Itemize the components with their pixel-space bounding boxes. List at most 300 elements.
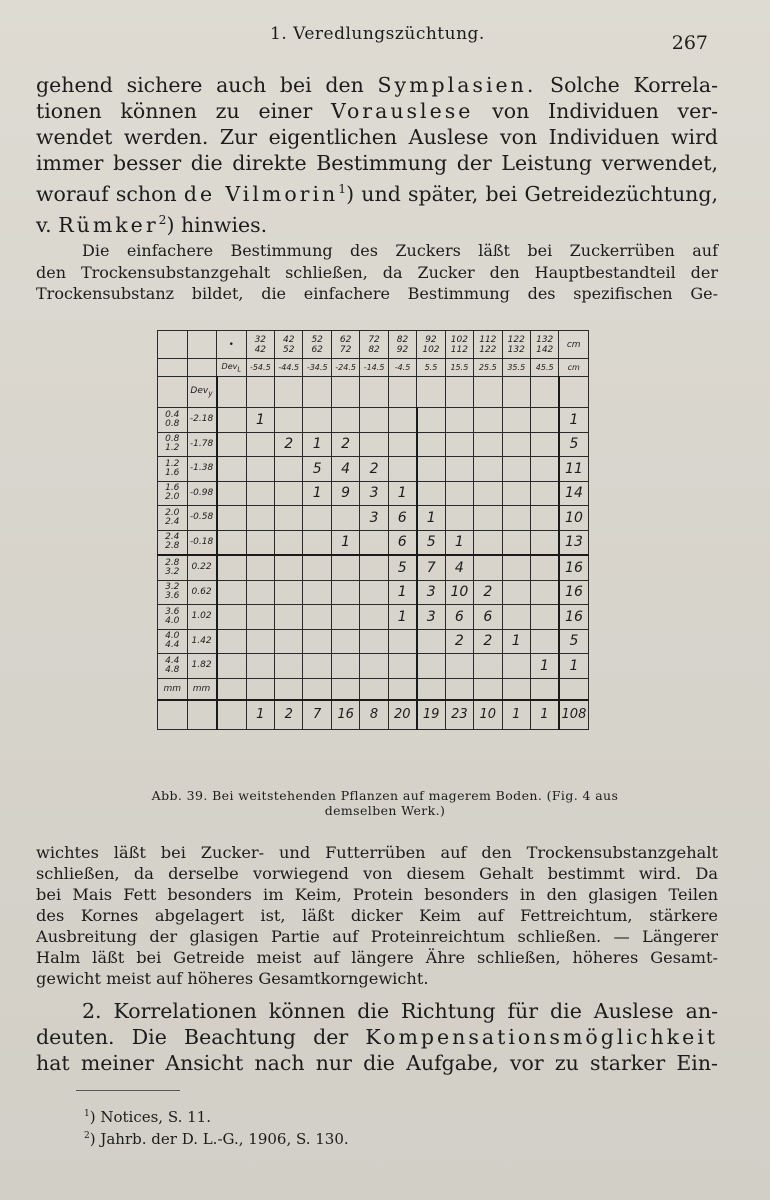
frequency-cell bbox=[246, 506, 274, 531]
frequency-cell bbox=[246, 605, 274, 630]
thickness-class bbox=[158, 605, 188, 630]
class-bound: 42 bbox=[254, 344, 267, 355]
table-cell bbox=[217, 377, 247, 408]
table-row bbox=[158, 408, 589, 433]
frequency-cell bbox=[502, 605, 530, 630]
frequency-cell bbox=[360, 432, 388, 457]
frequency-cell bbox=[360, 580, 388, 605]
table-cell bbox=[474, 377, 502, 408]
unit-mm: mm bbox=[187, 678, 217, 700]
frequency-cell bbox=[275, 408, 303, 433]
table-cell bbox=[217, 580, 247, 605]
row-total: 5 bbox=[559, 432, 589, 457]
text-line: immer besser die direkte Bestimmung der Leistung verwendet, bbox=[36, 151, 718, 175]
frequency-cell bbox=[303, 530, 331, 555]
class-bound: 62 bbox=[311, 344, 323, 355]
dev-subscript: L bbox=[237, 365, 242, 374]
footnote-1 bbox=[84, 1104, 211, 1127]
spaced-term: Kompensationsmöglichkeit bbox=[365, 1025, 718, 1049]
frequency-cell bbox=[360, 530, 388, 555]
class-bound: 132 bbox=[536, 334, 554, 345]
table-cell bbox=[474, 678, 502, 700]
thickness-class bbox=[158, 530, 188, 555]
frequency-cell bbox=[275, 580, 303, 605]
column-total: 19 bbox=[417, 700, 445, 730]
correlation-table-grid bbox=[157, 330, 589, 730]
grand-total: 108 bbox=[559, 700, 589, 730]
length-class-header bbox=[388, 331, 416, 359]
table-row bbox=[158, 506, 589, 531]
column-total: 1 bbox=[502, 700, 530, 730]
frequency-cell bbox=[530, 530, 558, 555]
frequency-cell: 3 bbox=[360, 481, 388, 506]
row-total: 16 bbox=[559, 580, 589, 605]
frequency-cell: 9 bbox=[331, 481, 359, 506]
section-two-paragraph bbox=[36, 998, 718, 1076]
deviation-header: 5.5 bbox=[417, 359, 445, 377]
text-line: deuten. Die Beachtung der Kompensationsmöglichkeit bbox=[36, 1025, 718, 1049]
class-bound: 0.8 bbox=[165, 434, 180, 445]
class-bound: 102 bbox=[422, 344, 440, 355]
row-deviation: 1.42 bbox=[187, 629, 217, 654]
table-cell bbox=[217, 678, 247, 700]
frequency-cell bbox=[303, 408, 331, 433]
frequency-cell bbox=[303, 506, 331, 531]
figure-caption bbox=[100, 788, 670, 818]
frequency-cell bbox=[275, 629, 303, 654]
class-bound: 62 bbox=[339, 334, 352, 345]
corner-cell bbox=[187, 331, 217, 359]
table-row bbox=[158, 432, 589, 457]
frequency-cell bbox=[502, 580, 530, 605]
frequency-cell bbox=[530, 432, 558, 457]
table-cell bbox=[388, 377, 416, 408]
frequency-cell bbox=[303, 629, 331, 654]
class-bound: 3.2 bbox=[165, 582, 180, 593]
frequency-cell: 7 bbox=[417, 555, 445, 580]
text-line: Trockensubstanz bildet, die einfachere Bestimmung des spezifischen Ge- bbox=[36, 284, 718, 303]
length-class-header bbox=[530, 331, 558, 359]
frequency-cell bbox=[303, 580, 331, 605]
thickness-class bbox=[158, 580, 188, 605]
text-line: des Kornes abgelagert ist, läßt dicker Keim auf Fettreichtum, stärkere bbox=[36, 906, 718, 925]
row-total: 10 bbox=[559, 506, 589, 531]
frequency-cell: 3 bbox=[360, 506, 388, 531]
thickness-class bbox=[158, 629, 188, 654]
table-row bbox=[158, 530, 589, 555]
frequency-cell bbox=[445, 506, 473, 531]
thickness-class bbox=[158, 654, 188, 679]
page-number: 267 bbox=[671, 32, 708, 54]
dev-text: Dev bbox=[190, 386, 209, 397]
class-bound: 42 bbox=[283, 334, 295, 345]
table-row bbox=[158, 654, 589, 679]
row-deviation: -2.18 bbox=[187, 408, 217, 433]
length-class-header bbox=[303, 331, 331, 359]
class-bound: 92 bbox=[396, 344, 409, 355]
frequency-cell bbox=[331, 605, 359, 630]
deviation-header: 25.5 bbox=[474, 359, 502, 377]
class-bound: 112 bbox=[450, 344, 468, 355]
dot-cell: • bbox=[217, 331, 247, 359]
frequency-cell bbox=[331, 580, 359, 605]
footnote-mark: 1 bbox=[84, 1109, 90, 1119]
frequency-cell bbox=[474, 408, 502, 433]
frequency-cell bbox=[388, 654, 416, 679]
row-deviation: -0.18 bbox=[187, 530, 217, 555]
frequency-cell bbox=[275, 605, 303, 630]
frequency-cell: 1 bbox=[246, 408, 274, 433]
corner-cell bbox=[158, 359, 188, 377]
class-bound: 0.4 bbox=[165, 409, 180, 420]
dev-y-label bbox=[187, 377, 217, 408]
frequency-cell bbox=[246, 530, 274, 555]
correlation-table bbox=[157, 330, 589, 762]
frequency-cell: 1 bbox=[388, 580, 416, 605]
table-cell bbox=[559, 377, 589, 408]
frequency-cell bbox=[417, 481, 445, 506]
table-cell bbox=[275, 377, 303, 408]
thickness-class bbox=[158, 432, 188, 457]
frequency-cell bbox=[417, 432, 445, 457]
text-line: 2. Korrelationen können die Richtung für die Auslese an- bbox=[82, 999, 718, 1023]
length-class-header bbox=[502, 331, 530, 359]
deviation-header: -34.5 bbox=[303, 359, 331, 377]
table-cell bbox=[217, 530, 247, 555]
text-line: den Trockensubstanzgehalt schließen, da Zucker den Hauptbestandteil der bbox=[36, 262, 718, 282]
frequency-cell bbox=[388, 408, 416, 433]
frequency-cell bbox=[530, 580, 558, 605]
table-cell bbox=[217, 408, 247, 433]
caption-line: Abb. 39. Bei weitstehenden Pflanzen auf magerem Boden. (Fig. 4 aus bbox=[151, 788, 619, 803]
frequency-cell bbox=[331, 555, 359, 580]
class-bound: 3.6 bbox=[165, 606, 180, 617]
frequency-cell: 1 bbox=[388, 605, 416, 630]
table-row bbox=[158, 629, 589, 654]
frequency-cell bbox=[331, 629, 359, 654]
text-line: schließen, da derselbe vorwiegend von diesem Gehalt bestimmt wird. Da bbox=[36, 864, 718, 883]
class-bound: 82 bbox=[396, 334, 409, 345]
frequency-cell: 1 bbox=[388, 481, 416, 506]
frequency-cell: 1 bbox=[445, 530, 473, 555]
class-bound: 92 bbox=[425, 334, 437, 345]
frequency-cell bbox=[360, 555, 388, 580]
frequency-cell bbox=[445, 408, 473, 433]
frequency-cell: 2 bbox=[331, 432, 359, 457]
row-deviation: -1.78 bbox=[187, 432, 217, 457]
column-total: 8 bbox=[360, 700, 388, 730]
class-bound: 4.4 bbox=[165, 640, 180, 651]
row-total: 16 bbox=[559, 555, 589, 580]
table-row bbox=[158, 555, 589, 580]
caption-line: demselben Werk.) bbox=[324, 803, 446, 818]
frequency-cell bbox=[275, 506, 303, 531]
table-cell bbox=[331, 678, 359, 700]
class-bound: 132 bbox=[507, 344, 525, 355]
frequency-cell bbox=[275, 530, 303, 555]
table-row bbox=[158, 605, 589, 630]
frequency-cell bbox=[417, 654, 445, 679]
intro-paragraph bbox=[36, 72, 718, 238]
frequency-cell bbox=[474, 506, 502, 531]
thickness-class bbox=[158, 506, 188, 531]
class-bound: 3.2 bbox=[165, 566, 180, 577]
row-deviation: 1.82 bbox=[187, 654, 217, 679]
thickness-class bbox=[158, 408, 188, 433]
corner-cell bbox=[158, 331, 188, 359]
frequency-cell bbox=[530, 481, 558, 506]
frequency-cell bbox=[303, 555, 331, 580]
frequency-cell: 3 bbox=[417, 580, 445, 605]
frequency-cell bbox=[530, 457, 558, 482]
continuation-paragraph bbox=[36, 842, 718, 989]
frequency-cell bbox=[502, 408, 530, 433]
row-total: 1 bbox=[559, 408, 589, 433]
spaced-term: Symplasien. bbox=[377, 73, 537, 97]
text-line: v. Rümker$^2$) hinwies. bbox=[36, 212, 268, 237]
table-cell bbox=[217, 432, 247, 457]
frequency-cell bbox=[530, 555, 558, 580]
frequency-cell: 10 bbox=[445, 580, 473, 605]
table-cell bbox=[530, 377, 558, 408]
table-cell bbox=[417, 678, 445, 700]
spaced-term: Vorauslese bbox=[331, 99, 474, 123]
frequency-cell: 6 bbox=[388, 530, 416, 555]
length-class-header bbox=[331, 331, 359, 359]
class-bound: 72 bbox=[368, 334, 380, 345]
thickness-class bbox=[158, 481, 188, 506]
class-bound: 2.4 bbox=[165, 532, 180, 543]
unit-cm-header: cm bbox=[559, 331, 589, 359]
column-total: 20 bbox=[388, 700, 416, 730]
table-cell bbox=[445, 377, 473, 408]
dev-label bbox=[217, 359, 247, 377]
thickness-class bbox=[158, 555, 188, 580]
class-bound: 72 bbox=[339, 344, 352, 355]
table-cell bbox=[246, 678, 274, 700]
row-deviation: -0.58 bbox=[187, 506, 217, 531]
frequency-cell bbox=[275, 555, 303, 580]
frequency-cell bbox=[360, 654, 388, 679]
table-cell bbox=[303, 377, 331, 408]
column-total: 7 bbox=[303, 700, 331, 730]
class-bound: 52 bbox=[283, 344, 295, 355]
length-class-header bbox=[445, 331, 473, 359]
class-bound: 112 bbox=[479, 334, 497, 345]
deviation-header: -14.5 bbox=[360, 359, 388, 377]
frequency-cell: 6 bbox=[474, 605, 502, 630]
frequency-cell bbox=[445, 654, 473, 679]
frequency-cell: 2 bbox=[474, 580, 502, 605]
column-total: 10 bbox=[474, 700, 502, 730]
class-bound: 3.6 bbox=[165, 591, 180, 602]
frequency-cell bbox=[246, 580, 274, 605]
frequency-cell bbox=[474, 654, 502, 679]
row-total: 1 bbox=[559, 654, 589, 679]
class-bound: 1.6 bbox=[165, 467, 180, 478]
class-bound: 142 bbox=[536, 344, 554, 355]
frequency-cell bbox=[388, 629, 416, 654]
frequency-cell bbox=[388, 432, 416, 457]
table-cell bbox=[559, 678, 589, 700]
table-cell bbox=[530, 678, 558, 700]
table-cell bbox=[331, 377, 359, 408]
frequency-cell bbox=[246, 654, 274, 679]
row-deviation: 0.62 bbox=[187, 580, 217, 605]
frequency-cell: 1 bbox=[303, 481, 331, 506]
frequency-cell bbox=[275, 481, 303, 506]
length-class-header bbox=[275, 331, 303, 359]
frequency-cell bbox=[530, 605, 558, 630]
frequency-cell bbox=[246, 457, 274, 482]
frequency-cell bbox=[246, 629, 274, 654]
row-total: 14 bbox=[559, 481, 589, 506]
frequency-cell: 2 bbox=[360, 457, 388, 482]
class-bound: 52 bbox=[311, 334, 323, 345]
frequency-cell bbox=[502, 555, 530, 580]
text-line: Die einfachere Bestimmung des Zuckers läßt bei Zuckerrüben auf bbox=[82, 241, 718, 260]
frequency-cell bbox=[275, 457, 303, 482]
class-bound: 1.2 bbox=[165, 443, 180, 454]
class-bound: 1.6 bbox=[165, 483, 180, 494]
class-bound: 82 bbox=[368, 344, 380, 355]
footnote-text: ) Notices, S. 11. bbox=[89, 1108, 211, 1126]
dev-text: Dev bbox=[221, 361, 238, 371]
frequency-cell: 1 bbox=[530, 654, 558, 679]
corner-cell bbox=[187, 359, 217, 377]
frequency-cell: 1 bbox=[331, 530, 359, 555]
unit-mm: mm bbox=[158, 678, 188, 700]
frequency-cell bbox=[530, 408, 558, 433]
table-row bbox=[158, 580, 589, 605]
frequency-cell bbox=[474, 457, 502, 482]
text-line: Halm läßt bei Getreide meist auf längere Ähre schließen, höheres Gesamt- bbox=[36, 948, 718, 967]
class-bound: 2.4 bbox=[165, 516, 180, 527]
table-cell bbox=[303, 678, 331, 700]
column-total: 2 bbox=[275, 700, 303, 730]
frequency-cell bbox=[331, 654, 359, 679]
table-cell bbox=[502, 678, 530, 700]
frequency-cell bbox=[388, 457, 416, 482]
frequency-cell bbox=[502, 654, 530, 679]
frequency-cell bbox=[530, 629, 558, 654]
page-header bbox=[0, 22, 770, 52]
table-cell bbox=[217, 457, 247, 482]
table-cell bbox=[217, 654, 247, 679]
frequency-cell bbox=[502, 506, 530, 531]
row-total: 5 bbox=[559, 629, 589, 654]
frequency-cell bbox=[474, 530, 502, 555]
text-line: worauf schon de Vilmorin$^1$) und später, bei Getreidezüchtung, bbox=[36, 181, 719, 206]
row-deviation: 0.22 bbox=[187, 555, 217, 580]
class-bound: 102 bbox=[450, 334, 468, 345]
frequency-cell bbox=[474, 555, 502, 580]
class-bound: 122 bbox=[507, 334, 525, 345]
frequency-cell bbox=[360, 605, 388, 630]
class-bound: 0.8 bbox=[165, 418, 180, 429]
frequency-cell bbox=[303, 654, 331, 679]
author-name: Rümker bbox=[58, 212, 159, 237]
frequency-cell: 4 bbox=[331, 457, 359, 482]
footnote-mark: 2 bbox=[84, 1131, 90, 1141]
frequency-cell bbox=[474, 432, 502, 457]
row-deviation: -0.98 bbox=[187, 481, 217, 506]
class-bound: 32 bbox=[254, 334, 267, 345]
class-bound: 4.8 bbox=[165, 664, 180, 675]
column-total: 1 bbox=[530, 700, 558, 730]
frequency-cell bbox=[417, 457, 445, 482]
frequency-cell bbox=[246, 432, 274, 457]
class-bound: 2.8 bbox=[165, 541, 180, 552]
footnote-ref: 1 bbox=[338, 182, 347, 196]
author-name: de Vilmorin bbox=[183, 181, 339, 206]
frequency-cell bbox=[502, 481, 530, 506]
table-cell bbox=[246, 377, 274, 408]
frequency-cell: 5 bbox=[417, 530, 445, 555]
frequency-cell bbox=[331, 408, 359, 433]
frequency-cell bbox=[474, 481, 502, 506]
class-bound: 2.0 bbox=[165, 492, 180, 503]
table-cell bbox=[158, 700, 188, 730]
frequency-cell: 1 bbox=[303, 432, 331, 457]
frequency-cell: 6 bbox=[445, 605, 473, 630]
frequency-cell: 3 bbox=[417, 605, 445, 630]
table-cell bbox=[217, 629, 247, 654]
table-cell bbox=[187, 700, 217, 730]
column-total: 16 bbox=[331, 700, 359, 730]
table-cell bbox=[445, 678, 473, 700]
table-cell bbox=[275, 678, 303, 700]
table-cell bbox=[217, 605, 247, 630]
running-title: 1. Veredlungszüchtung. bbox=[270, 24, 485, 44]
row-deviation: 1.02 bbox=[187, 605, 217, 630]
length-class-header bbox=[474, 331, 502, 359]
frequency-cell: 1 bbox=[417, 506, 445, 531]
frequency-cell: 5 bbox=[388, 555, 416, 580]
frequency-cell: 4 bbox=[445, 555, 473, 580]
class-bound: 4.4 bbox=[165, 655, 180, 666]
table-cell bbox=[417, 377, 445, 408]
table-row bbox=[158, 457, 589, 482]
footnote-text: ) Jahrb. der D. L.-G., 1906, S. 130. bbox=[89, 1130, 349, 1148]
deviation-header: 15.5 bbox=[445, 359, 473, 377]
table-cell bbox=[360, 678, 388, 700]
table-cell bbox=[217, 506, 247, 531]
table-cell bbox=[360, 377, 388, 408]
table-cell bbox=[388, 678, 416, 700]
length-class-header bbox=[246, 331, 274, 359]
deviation-header: -44.5 bbox=[275, 359, 303, 377]
frequency-cell: 6 bbox=[388, 506, 416, 531]
frequency-cell bbox=[417, 408, 445, 433]
table-cell bbox=[217, 700, 247, 730]
table-cell bbox=[217, 555, 247, 580]
footnote-2 bbox=[84, 1126, 349, 1149]
corner-cell bbox=[158, 377, 188, 408]
length-class-header bbox=[417, 331, 445, 359]
text-line: gewicht meist auf höheres Gesamtkorngewicht. bbox=[36, 969, 429, 988]
row-total: 11 bbox=[559, 457, 589, 482]
frequency-cell bbox=[331, 506, 359, 531]
frequency-cell: 2 bbox=[445, 629, 473, 654]
thickness-class bbox=[158, 457, 188, 482]
frequency-cell bbox=[246, 481, 274, 506]
frequency-cell: 1 bbox=[502, 629, 530, 654]
dev-subscript: y bbox=[208, 388, 213, 398]
text-line: gehend sichere auch bei den Symplasien. Solche Korrela- bbox=[36, 73, 718, 97]
class-bound: 122 bbox=[479, 344, 497, 355]
footnote-separator bbox=[76, 1090, 180, 1091]
